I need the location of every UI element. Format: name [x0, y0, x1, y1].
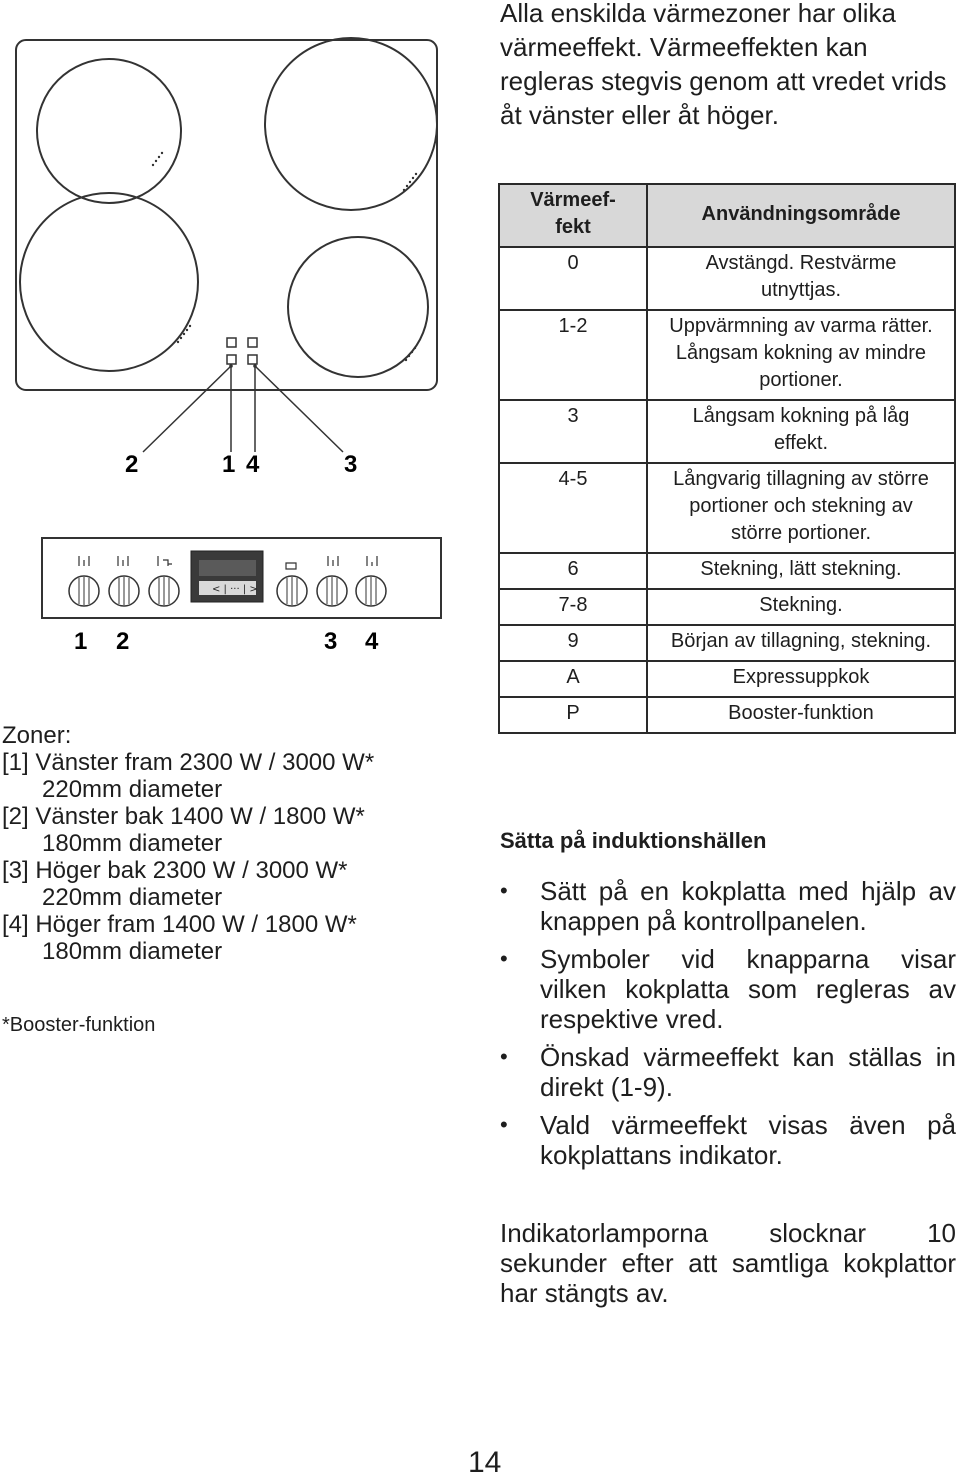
- use-cell: Uppvärmning av varma rätter. Långsam kokning av mindre portioner.: [647, 310, 955, 400]
- level-cell: P: [499, 697, 647, 733]
- use-cell: Långvarig tillagning av större portioner och stekning av större portioner.: [647, 463, 955, 553]
- heat-level-table: [498, 183, 956, 734]
- list-item: • Önskad värmeeffekt kan ställas in direkt (1-9).: [500, 1042, 956, 1102]
- level-cell: A: [499, 661, 647, 697]
- use-cell: Långsam kokning på låg effekt.: [647, 400, 955, 463]
- level-cell: 6: [499, 553, 647, 589]
- callout-bottom-4: 4: [365, 628, 379, 655]
- callout-bottom-3: 3: [324, 628, 338, 655]
- zone-label: [2] Vänster bak 1400 W / 1800 W*: [2, 803, 365, 830]
- table-row: [499, 625, 955, 661]
- zone-label: [4] Höger fram 1400 W / 1800 W*: [2, 911, 357, 938]
- callout-top-4: 4: [246, 451, 260, 478]
- zones-heading: Zoner:: [2, 722, 72, 749]
- list-item: • Sätt på en kokplatta med hjälp av knappen på kontrollpanelen.: [500, 876, 956, 936]
- instruction-list: [500, 876, 956, 1178]
- table-row: [499, 589, 955, 625]
- table-row: [499, 247, 955, 310]
- zone-size: 180mm diameter: [42, 830, 223, 857]
- list-item: • Vald värmeeffekt visas även på kokplattans indikator.: [500, 1110, 956, 1170]
- use-cell: Stekning.: [647, 589, 955, 625]
- zone-size: 220mm diameter: [42, 884, 223, 911]
- zone-label: [3] Höger bak 2300 W / 3000 W*: [2, 857, 348, 884]
- table-row: [499, 697, 955, 733]
- table-header-row: [499, 184, 955, 247]
- use-cell: Stekning, lätt stekning.: [647, 553, 955, 589]
- table-row: [499, 661, 955, 697]
- zones-list: [2, 722, 374, 965]
- cooktop-diagram: [0, 0, 490, 700]
- list-item: • Symboler vid knapparna visar vilken kokplatta som regleras av respektive vred.: [500, 944, 956, 1034]
- zone-label: [1] Vänster fram 2300 W / 3000 W*: [2, 749, 375, 776]
- level-cell: 1-2: [499, 310, 647, 400]
- header-use: Användningsområde: [647, 184, 955, 247]
- use-cell: Expressuppkok: [647, 661, 955, 697]
- level-cell: 9: [499, 625, 647, 661]
- callout-top-1: 1: [222, 451, 236, 478]
- section-title: Sätta på induktionshällen: [500, 828, 767, 853]
- callout-bottom-2: 2: [116, 628, 130, 655]
- use-cell: Början av tillagning, stekning.: [647, 625, 955, 661]
- header-level: Värmeef- fekt: [499, 184, 647, 247]
- page-number: 14: [468, 1446, 502, 1479]
- table-row: [499, 463, 955, 553]
- callout-top-2: 2: [125, 451, 139, 478]
- level-cell: 3: [499, 400, 647, 463]
- zone-size: 180mm diameter: [42, 938, 223, 965]
- table-row: [499, 310, 955, 400]
- table-row: [499, 553, 955, 589]
- booster-footnote: *Booster-funktion: [2, 1014, 156, 1036]
- svg-text:< | ··· | >: < | ··· | >: [212, 584, 258, 595]
- callout-bottom-1: 1: [74, 628, 88, 655]
- level-cell: 4-5: [499, 463, 647, 553]
- zone-size: 220mm diameter: [42, 776, 223, 803]
- callout-top-3: 3: [344, 451, 358, 478]
- level-cell: 0: [499, 247, 647, 310]
- table-row: [499, 400, 955, 463]
- level-cell: 7-8: [499, 589, 647, 625]
- use-cell: Booster-funktion: [647, 697, 955, 733]
- indicator-note: Indikatorlamporna slocknar 10 sekunder efter att samtliga kokplattor har stängts av.: [500, 1218, 956, 1308]
- use-cell: Avstängd. Restvärme utnyttjas.: [647, 247, 955, 310]
- intro-text: Alla enskilda värmezoner har olika värmeeffekt. Värmeeffekten kan regleras stegvis genom att vredet vrids åt vänster eller åt höger.: [500, 0, 947, 130]
